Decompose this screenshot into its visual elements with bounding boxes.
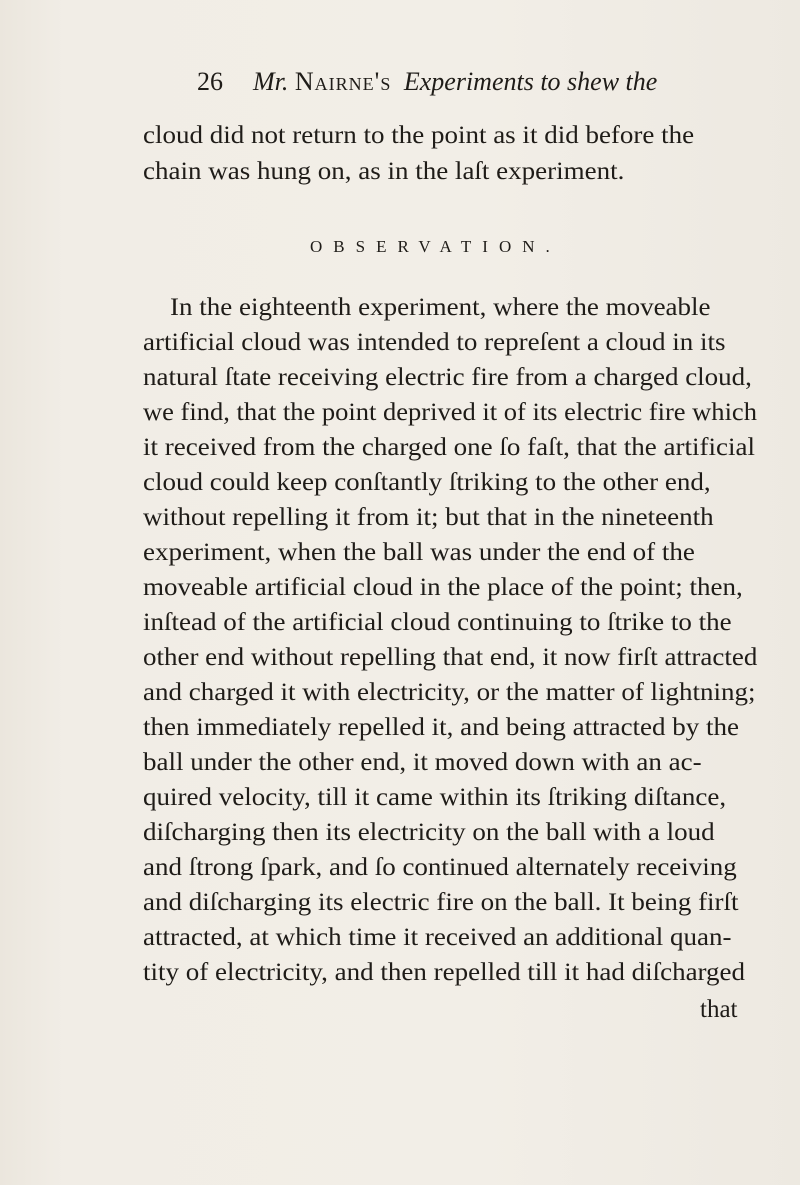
text-line: quired velocity, till it came within its ſtriking diſtance, bbox=[143, 784, 727, 811]
page-number: 26 bbox=[197, 67, 223, 96]
text-line: cloud did not return to the point as it did before the bbox=[143, 122, 695, 149]
author-prefix: Mr. bbox=[253, 67, 289, 96]
text-line: cloud could keep conſtantly ſtriking to the other end, bbox=[143, 469, 711, 496]
text-line: artificial cloud was intended to repreſent a cloud in its bbox=[143, 329, 726, 356]
text-line: natural ſtate receiving electric fire from a charged cloud, bbox=[143, 364, 752, 391]
text-line: chain was hung on, as in the laſt experiment. bbox=[143, 158, 625, 185]
text-line: moveable artificial cloud in the place of the point; then, bbox=[143, 574, 743, 601]
text-line: we find, that the point deprived it of its electric fire which bbox=[143, 399, 757, 426]
text-line: it received from the charged one ſo faſt, that the artificial bbox=[143, 434, 755, 461]
running-header bbox=[197, 62, 757, 102]
section-heading: OBSERVATION. bbox=[310, 237, 561, 256]
text-line: attracted, at which time it received an additional quan- bbox=[143, 924, 732, 951]
text-line: inſtead of the artificial cloud continuing to ſtrike to the bbox=[143, 609, 732, 636]
text-line: In the eighteenth experiment, where the moveable bbox=[170, 294, 711, 321]
text-line: and diſcharging its electric fire on the ball. It being firſt bbox=[143, 889, 739, 916]
text-line: diſcharging then its electricity on the ball with a loud bbox=[143, 819, 715, 846]
running-title: Experiments to shew the bbox=[403, 67, 658, 96]
text-line: other end without repelling that end, it now firſt attracted bbox=[143, 644, 758, 671]
text-line: ball under the other end, it moved down with an ac- bbox=[143, 749, 702, 776]
author-name: Nairne's bbox=[294, 67, 392, 96]
catchword: that bbox=[700, 996, 738, 1023]
text-line: then immediately repelled it, and being attracted by the bbox=[143, 714, 740, 741]
text-line: without repelling it from it; but that in the nineteenth bbox=[143, 504, 714, 531]
text-line: tity of electricity, and then repelled till it had diſcharged bbox=[143, 959, 746, 986]
text-line: experiment, when the ball was under the end of the bbox=[143, 539, 695, 566]
text-line: and ſtrong ſpark, and ſo continued alternately receiving bbox=[143, 854, 737, 881]
text-line: and charged it with electricity, or the matter of lightning; bbox=[143, 679, 756, 706]
